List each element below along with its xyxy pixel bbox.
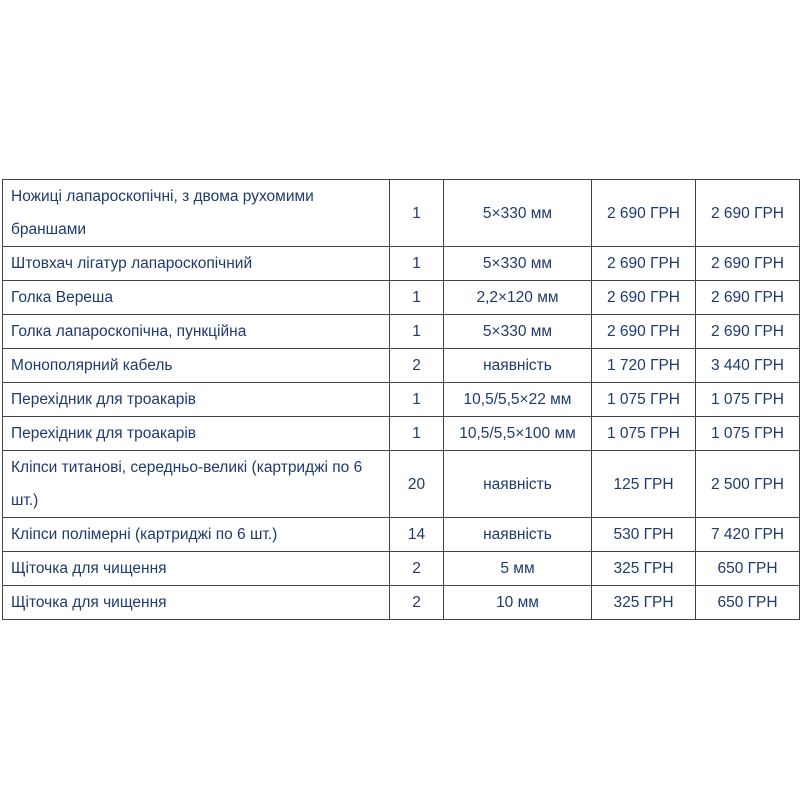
table-row bbox=[3, 180, 800, 247]
quantity-cell: 2 bbox=[390, 349, 444, 383]
table-row bbox=[3, 281, 800, 315]
size-cell: 10 мм bbox=[444, 586, 592, 620]
table-row bbox=[3, 383, 800, 417]
total-price-cell: 2 500 ГРН bbox=[696, 451, 800, 518]
total-price-cell: 2 690 ГРН bbox=[696, 180, 800, 247]
item-name-cell: Голка Вереша bbox=[3, 281, 390, 315]
quantity-cell: 1 bbox=[390, 247, 444, 281]
total-price-cell: 2 690 ГРН bbox=[696, 247, 800, 281]
table-row bbox=[3, 247, 800, 281]
unit-price-cell: 125 ГРН bbox=[592, 451, 696, 518]
unit-price-cell: 2 690 ГРН bbox=[592, 281, 696, 315]
table-row bbox=[3, 417, 800, 451]
total-price-cell: 3 440 ГРН bbox=[696, 349, 800, 383]
quantity-cell: 2 bbox=[390, 552, 444, 586]
size-cell: 10,5/5,5×22 мм bbox=[444, 383, 592, 417]
size-cell: 5 мм bbox=[444, 552, 592, 586]
table-row bbox=[3, 552, 800, 586]
size-cell: 5×330 мм bbox=[444, 315, 592, 349]
size-cell: 5×330 мм bbox=[444, 180, 592, 247]
quantity-cell: 1 bbox=[390, 281, 444, 315]
item-name-cell: Кліпси титанові, середньо-великі (картриджі по 6 шт.) bbox=[3, 451, 390, 518]
size-cell: 2,2×120 мм bbox=[444, 281, 592, 315]
quantity-cell: 1 bbox=[390, 417, 444, 451]
unit-price-cell: 1 075 ГРН bbox=[592, 383, 696, 417]
quantity-cell: 14 bbox=[390, 518, 444, 552]
unit-price-cell: 2 690 ГРН bbox=[592, 247, 696, 281]
table-row bbox=[3, 315, 800, 349]
size-cell: наявність bbox=[444, 349, 592, 383]
total-price-cell: 1 075 ГРН bbox=[696, 417, 800, 451]
item-name-cell: Перехідник для троакарів bbox=[3, 417, 390, 451]
quantity-cell: 1 bbox=[390, 315, 444, 349]
unit-price-cell: 2 690 ГРН bbox=[592, 315, 696, 349]
item-name-cell: Голка лапароскопічна, пункційна bbox=[3, 315, 390, 349]
total-price-cell: 1 075 ГРН bbox=[696, 383, 800, 417]
unit-price-cell: 325 ГРН bbox=[592, 586, 696, 620]
unit-price-cell: 325 ГРН bbox=[592, 552, 696, 586]
item-name-cell: Щіточка для чищення bbox=[3, 552, 390, 586]
quantity-cell: 1 bbox=[390, 180, 444, 247]
unit-price-cell: 2 690 ГРН bbox=[592, 180, 696, 247]
unit-price-cell: 1 075 ГРН bbox=[592, 417, 696, 451]
unit-price-cell: 1 720 ГРН bbox=[592, 349, 696, 383]
total-price-cell: 7 420 ГРН bbox=[696, 518, 800, 552]
price-table bbox=[2, 179, 800, 620]
quantity-cell: 20 bbox=[390, 451, 444, 518]
total-price-cell: 650 ГРН bbox=[696, 552, 800, 586]
item-name-cell: Штовхач лігатур лапароскопічний bbox=[3, 247, 390, 281]
size-cell: наявність bbox=[444, 518, 592, 552]
item-name-cell: Щіточка для чищення bbox=[3, 586, 390, 620]
total-price-cell: 2 690 ГРН bbox=[696, 281, 800, 315]
quantity-cell: 1 bbox=[390, 383, 444, 417]
table-row bbox=[3, 586, 800, 620]
table-row bbox=[3, 349, 800, 383]
table-row bbox=[3, 518, 800, 552]
table-row bbox=[3, 451, 800, 518]
size-cell: 10,5/5,5×100 мм bbox=[444, 417, 592, 451]
item-name-cell: Ножиці лапароскопічні, з двома рухомими браншами bbox=[3, 180, 390, 247]
item-name-cell: Перехідник для троакарів bbox=[3, 383, 390, 417]
quantity-cell: 2 bbox=[390, 586, 444, 620]
unit-price-cell: 530 ГРН bbox=[592, 518, 696, 552]
size-cell: наявність bbox=[444, 451, 592, 518]
item-name-cell: Кліпси полімерні (картриджі по 6 шт.) bbox=[3, 518, 390, 552]
table-body bbox=[3, 180, 800, 620]
size-cell: 5×330 мм bbox=[444, 247, 592, 281]
total-price-cell: 650 ГРН bbox=[696, 586, 800, 620]
item-name-cell: Монополярний кабель bbox=[3, 349, 390, 383]
total-price-cell: 2 690 ГРН bbox=[696, 315, 800, 349]
